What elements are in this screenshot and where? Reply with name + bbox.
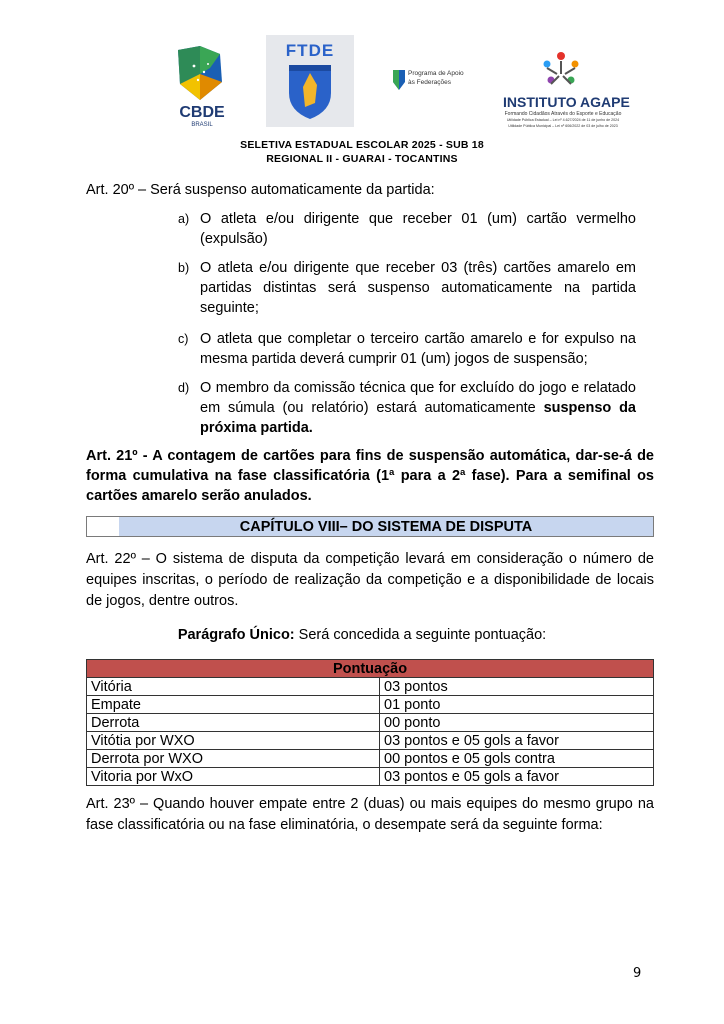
art20-text: Será suspenso automaticamente da partida: [146,182,435,198]
paragraph-label: Parágrafo Único: [177,627,295,643]
table-row [87,696,654,714]
paragraph-unico [0,625,724,645]
table-row [87,714,654,732]
result-cell: Empate [87,696,380,714]
item-text-main: O membro da comissão técnica que for excluído do jogo e relatado em súmula (ou relatório) estará automaticamente [200,380,636,416]
item-marker: a) [178,212,190,226]
points-cell: 03 pontos e 05 gols a favor [380,732,654,750]
result-cell: Vitória [87,678,380,696]
points-cell: 00 pontos e 05 gols contra [380,750,654,768]
header-title-line1: SELETIVA ESTADUAL ESCOLAR 2025 - SUB 18 [240,139,484,151]
agape-tagline: Formando Cidadãos Através do Esporte e Educação [504,111,622,117]
table-row [87,768,654,786]
cbde-name: CBDE [179,104,225,121]
item-marker: c) [178,332,189,346]
art20-label: Art. 20º – [86,182,147,198]
agape-name: INSTITUTO AGAPE [503,94,630,110]
table-row [87,678,654,696]
points-cell: 00 ponto [380,714,654,732]
result-cell: Derrota por WXO [87,750,380,768]
chapter-heading [86,516,654,537]
item-text-bold: suspenso da próxima partida. [200,400,636,436]
points-cell: 01 ponto [380,696,654,714]
agape-logo [503,50,630,136]
item-text: O atleta que completar o terceiro cartão amarelo e for expulso na mesma partida deverá cumprir 01 (um) jogos de suspensão; [200,331,636,367]
points-cell: 03 pontos [380,678,654,696]
header-title-line2: REGIONAL II - GUARAI - TOCANTINS [266,153,458,165]
art20-lead [86,180,654,200]
cbde-sub: BRASIL [191,122,213,128]
item-text [200,378,636,438]
item-text: O atleta e/ou dirigente que receber 01 (um) cartão vermelho (expulsão) [200,211,636,247]
cbde-emblem-icon [170,44,230,106]
art21-paragraph: Art. 21º - A contagem de cartões para fins de suspensão automática, dar-se-á de forma cumulativa na fase classificatória (1ª para a 2ª fase). Para a semifinal os cartões amarelo serão anulados. [86,448,654,504]
result-cell: Vitoria por WxO [87,768,380,786]
art22-paragraph: Art. 22º – O sistema de disputa da competição levará em consideração o número de equipes inscritas, o período de realização da competição e a disponibilidade de locais de jogos, dentre outros. [86,551,654,609]
table-header: Pontuação [87,660,654,678]
ftde-shield-icon [285,63,335,121]
item-marker: d) [178,381,190,395]
points-cell: 03 pontos e 05 gols a favor [380,768,654,786]
page-number: 9 [633,966,642,981]
program-line2: às Federações [408,79,451,86]
agape-line1: Utilidade Pública Estadual – Lei nº 4.627/2024 de 11 de junho de 2024 [506,118,620,122]
scoring-table [86,659,654,786]
agape-people-icon [539,50,583,92]
cbde-logo [170,44,230,128]
paragraph-text: Será concedida a seguinte pontuação: [294,627,547,643]
item-text: O atleta e/ou dirigente que receber 03 (três) cartões amarelo em partidas distintas será suspenso automaticamente na partida seguinte; [200,260,636,316]
program-logo [392,68,492,102]
table-row [87,750,654,768]
agape-line2: Utilidade Pública Municipal – Lei nº 606/2022 de 03 de julho de 2023 [508,124,618,128]
table-row [87,732,654,750]
result-cell: Vitótia por WXO [87,732,380,750]
result-cell: Derrota [87,714,380,732]
header-logos [0,30,724,138]
ftde-logo [266,35,354,127]
program-emblem-icon [392,68,406,92]
chapter-title: CAPÍTULO VIII– DO SISTEMA DE DISPUTA [239,519,533,535]
art23-paragraph: Art. 23º – Quando houver empate entre 2 (duas) ou mais equipes do mesmo grupo na fase classificatória ou na fase eliminatória, o desempate será da seguinte forma: [86,796,654,833]
program-line1: Programa de Apoio [408,70,464,77]
ftde-name: FTDE [285,41,335,60]
item-marker: b) [178,261,190,275]
